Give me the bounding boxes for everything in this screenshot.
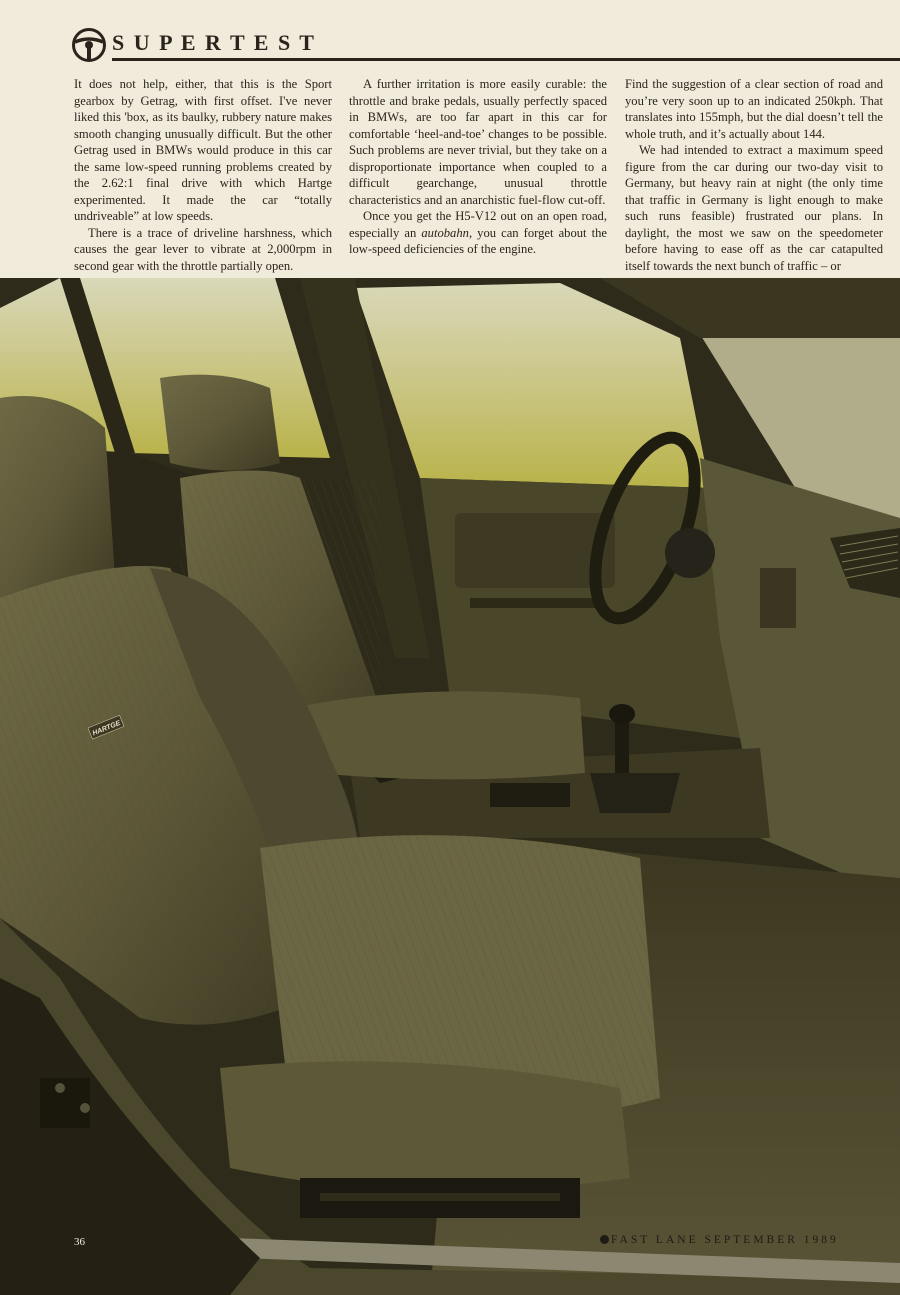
- seat-badge: HARTGE: [91, 719, 122, 738]
- publication-footer: [600, 1234, 839, 1246]
- paragraph: There is a trace of driveline harshness, which causes the gear lever to vibrate at 2,000rpm in second gear with the throttle partially open.: [74, 225, 332, 273]
- publication-name: FAST LANE SEPTEMBER 1989: [611, 1234, 839, 1246]
- steering-wheel-icon: [72, 28, 106, 62]
- page-number: 36: [74, 1236, 85, 1248]
- paragraph: A further irritation is more easily curable: the throttle and brake pedals, usually perfectly spaced in BMWs, are too far apart in this car for comfortable ‘heel-and-toe’ changes to be possible. Such problems are never trivial, but they take on a disproportionate importance when coupled to a difficult gearchange, unusual throttle characteristics and an anarchistic fuel-flow cut-off.: [349, 77, 607, 207]
- paragraph: Find the suggestion of a clear section of road and you’re very soon up to an indicated 250kph. That translates into 155mph, but the dial doesn’t tell the whole truth, and it’s actually about 144.: [625, 77, 883, 141]
- paragraph: We had intended to extract a maximum speed figure from the car during our two-day visit to Germany, but heavy rain at night (the only time that traffic in Germany is light enough to make such runs feasible) frustrated our plans. In daylight, the most we saw on the speedometer before having to ease off as the car catapulted itself towards the next bunch of traffic – or: [625, 143, 883, 273]
- text-column-1: [74, 76, 332, 274]
- car-interior-photo: [0, 278, 900, 1295]
- section-header: [72, 28, 900, 64]
- paragraph: Once you get the H5-V12 out on an open road, especially an autobahn, you can forget about the low-speed deficiencies of the engine.: [349, 209, 607, 256]
- paragraph: It does not help, either, that this is the Sport gearbox by Getrag, with first offset. I've never liked this 'box, as its baulky, rubbery nature makes smooth changing unusually difficult. But the other Getrag used in BMWs would produce in this car the same low-speed running problems created by the 2.62:1 final drive with which Hartge experimented. It made the car “totally undriveable” at low speeds.: [74, 77, 332, 223]
- text-column-2: [349, 76, 607, 258]
- header-rule: [112, 58, 900, 61]
- section-title: S U P E R T E S T: [112, 30, 316, 55]
- bullet-icon: [600, 1235, 609, 1244]
- text-column-3: [625, 76, 883, 274]
